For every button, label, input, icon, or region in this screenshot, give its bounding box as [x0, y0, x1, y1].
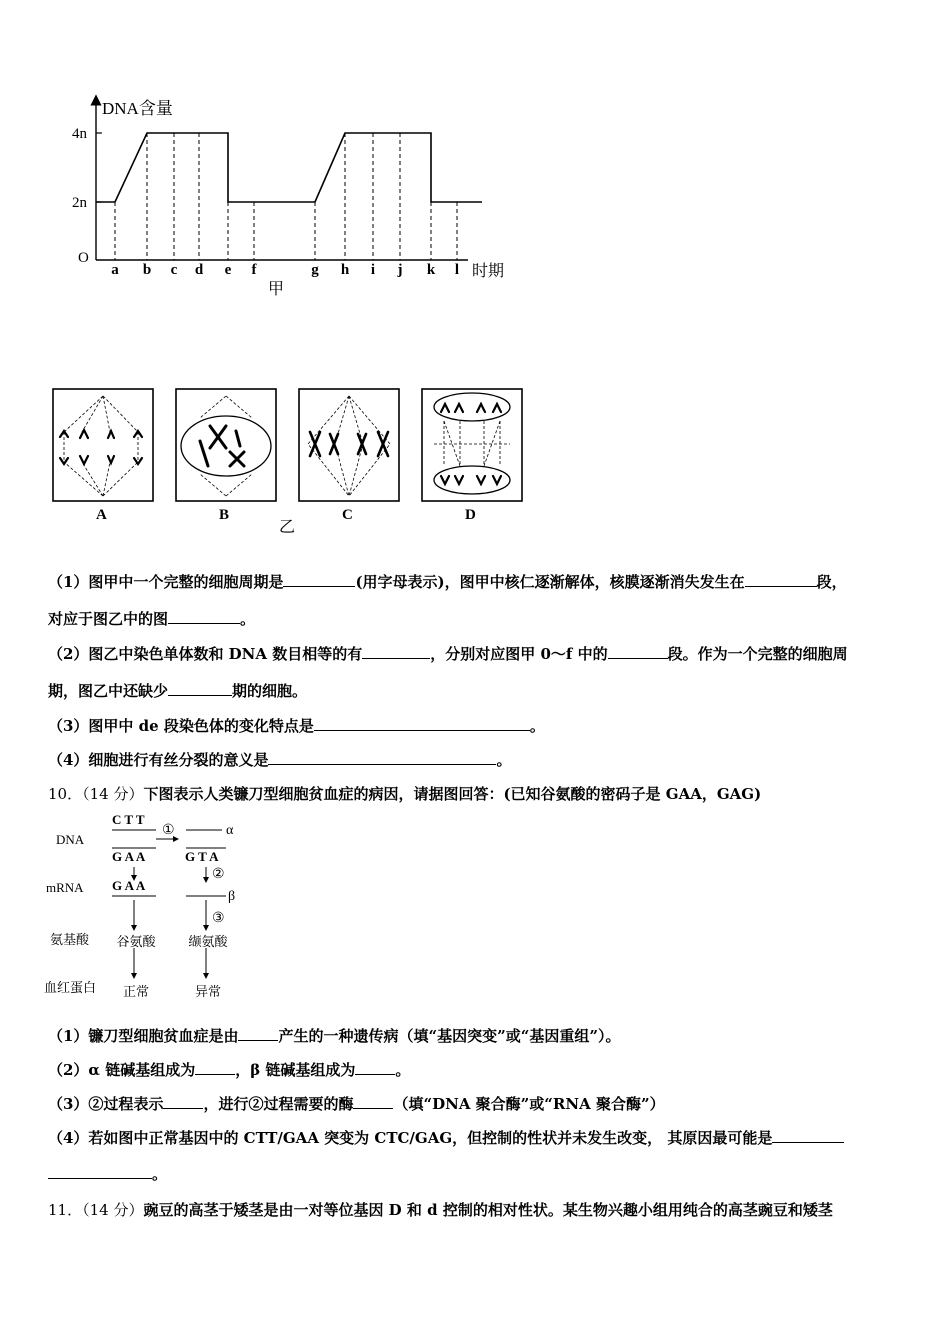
panel-a-label: A — [96, 507, 107, 523]
q10-part1: （1）镰刀型细胞贫血症是由 产生的一种遗传病（填“基因突变”或“基因重组”）。 — [48, 1027, 621, 1045]
q11-stem-text: 豌豆的高茎于矮茎是由一对等位基因 D 和 d 控制的相对性状。某生物兴趣小组用纯合的高茎豌豆和矮茎 — [143, 1201, 833, 1219]
x-tick-d: d — [194, 262, 204, 278]
q9-part2-line1: （2）图乙中染色单体数和 DNA 数目相等的有 ，分别对应图甲 0～f 中的 段。作为一个完整的细胞周 — [48, 645, 848, 663]
alpha-chain-label: α — [226, 823, 234, 838]
q11-number: 11． — [48, 1201, 83, 1219]
x-tick-h: h — [340, 262, 350, 278]
q9-part2-line2: 期，图乙中还缺少 期的细胞。 — [48, 682, 308, 700]
panel-d-label: D — [465, 507, 476, 523]
panel-d — [422, 389, 522, 523]
x-tick-f: f — [251, 262, 257, 278]
x-tick-c: c — [170, 262, 178, 278]
q10-stem-text: 下图表示人类镰刀型细胞贫血症的病因，请据图回答：(已知谷氨酸的密码子是 GAA，GAG) — [143, 785, 762, 803]
y-tick-4n: 4n — [72, 126, 87, 142]
q9-p2-blank-1[interactable] — [362, 644, 430, 659]
q11-score: （14 分） — [82, 1201, 144, 1219]
q9-part4: （4）细胞进行有丝分裂的意义是 。 — [48, 751, 512, 769]
q9-p3-blank[interactable] — [314, 716, 530, 731]
q10-p1-blank[interactable] — [238, 1026, 278, 1041]
row-label-hemoglobin: 血红蛋白 — [44, 980, 97, 995]
q9-p1-blank-3[interactable] — [168, 609, 240, 624]
q10-p2-blank-1[interactable] — [195, 1060, 235, 1075]
q10-part3: （3）②过程表示 ，进行②过程需要的酶 （填“DNA 聚合酶”或“RNA 聚合酶”） — [48, 1095, 665, 1113]
panel-b-label: B — [219, 507, 230, 523]
mrna-left: G A A — [112, 878, 146, 893]
row-label-dna: DNA — [56, 832, 85, 847]
q10-sickle-cell-diagram — [40, 808, 280, 1008]
q10-part4-line1: （4）若如图中正常基因中的 CTT/GAA 突变为 CTC/GAG，但控制的性状并未发生改变， 其原因最可能是 — [48, 1128, 918, 1148]
q10-part4-line2: 。 — [48, 1164, 918, 1184]
hemoglobin-abnormal: 异常 — [194, 984, 222, 999]
q9-part3: （3）图甲中 de 段染色体的变化特点是 。 — [48, 717, 545, 735]
q10-number: 10． — [48, 785, 83, 803]
y-axis-label: DNA含量 — [102, 99, 173, 118]
x-tick-k: k — [426, 262, 436, 278]
x-tick-j: j — [397, 262, 403, 278]
panel-c-label: C — [342, 507, 353, 523]
x-tick-l: l — [454, 262, 460, 278]
q9-part1-line2: 对应于图乙中的图 。 — [48, 610, 256, 628]
x-tick-g: g — [311, 262, 319, 278]
q9-part1-line1: （1）图甲中一个完整的细胞周期是 (用字母表示)，图甲中核仁逐渐解体，核膜逐渐消失发生在 段， — [48, 573, 847, 591]
q10-p3-blank-2[interactable] — [353, 1094, 393, 1109]
q10-p4-blank-1[interactable] — [772, 1128, 844, 1143]
q9-p1-blank-2[interactable] — [745, 572, 817, 587]
origin-label: O — [78, 250, 89, 266]
period-dashed-lines — [115, 133, 457, 260]
q10-p3-blank-1[interactable] — [163, 1094, 203, 1109]
q10-p2-blank-2[interactable] — [355, 1060, 395, 1075]
step-2-marker: ② — [212, 867, 225, 882]
beta-chain-label: β — [228, 889, 236, 904]
mutant-bottom-strand: G T A — [185, 849, 219, 864]
dna-top-strand: C T T — [112, 812, 145, 827]
dna-bottom-strand: G A A — [112, 849, 146, 864]
x-tick-a: a — [111, 262, 119, 278]
step-1-marker: ① — [162, 823, 175, 838]
amino-right-valine: 缬氨酸 — [188, 934, 228, 949]
panel-c — [299, 389, 399, 523]
figure-jia-caption: 甲 — [268, 281, 285, 298]
y-tick-2n: 2n — [72, 195, 87, 211]
q10-score: （14 分） — [82, 785, 144, 803]
q9-p2-blank-3[interactable] — [168, 681, 232, 696]
dna-content-curve — [96, 133, 482, 202]
step-3-marker: ③ — [212, 911, 225, 926]
q9-p4-blank[interactable] — [268, 750, 496, 765]
q9-p2-blank-2[interactable] — [608, 644, 668, 659]
x-tick-b: b — [142, 262, 152, 278]
row-label-mrna: mRNA — [46, 880, 84, 895]
amino-left-glutamate: 谷氨酸 — [116, 934, 156, 949]
x-tick-e: e — [224, 262, 232, 278]
hemoglobin-normal: 正常 — [122, 984, 150, 999]
q10-part2: （2）α 链碱基组成为 ，β 链碱基组成为 。 — [48, 1061, 411, 1079]
figure-yi-cell-division-panels — [50, 386, 530, 536]
q9-p1-blank-1[interactable] — [283, 572, 355, 587]
panel-b — [176, 389, 276, 523]
figure-jia-dna-content-graph — [70, 92, 520, 302]
q11-stem — [48, 1200, 918, 1220]
figure-yi-caption: 乙 — [279, 519, 296, 536]
q10-p4-blank-2[interactable] — [48, 1164, 152, 1179]
x-axis-label: 时期 — [472, 263, 505, 280]
row-label-amino-acid: 氨基酸 — [50, 932, 90, 947]
x-tick-i: i — [370, 262, 376, 278]
panel-a — [53, 389, 153, 523]
q10-stem — [48, 784, 918, 804]
